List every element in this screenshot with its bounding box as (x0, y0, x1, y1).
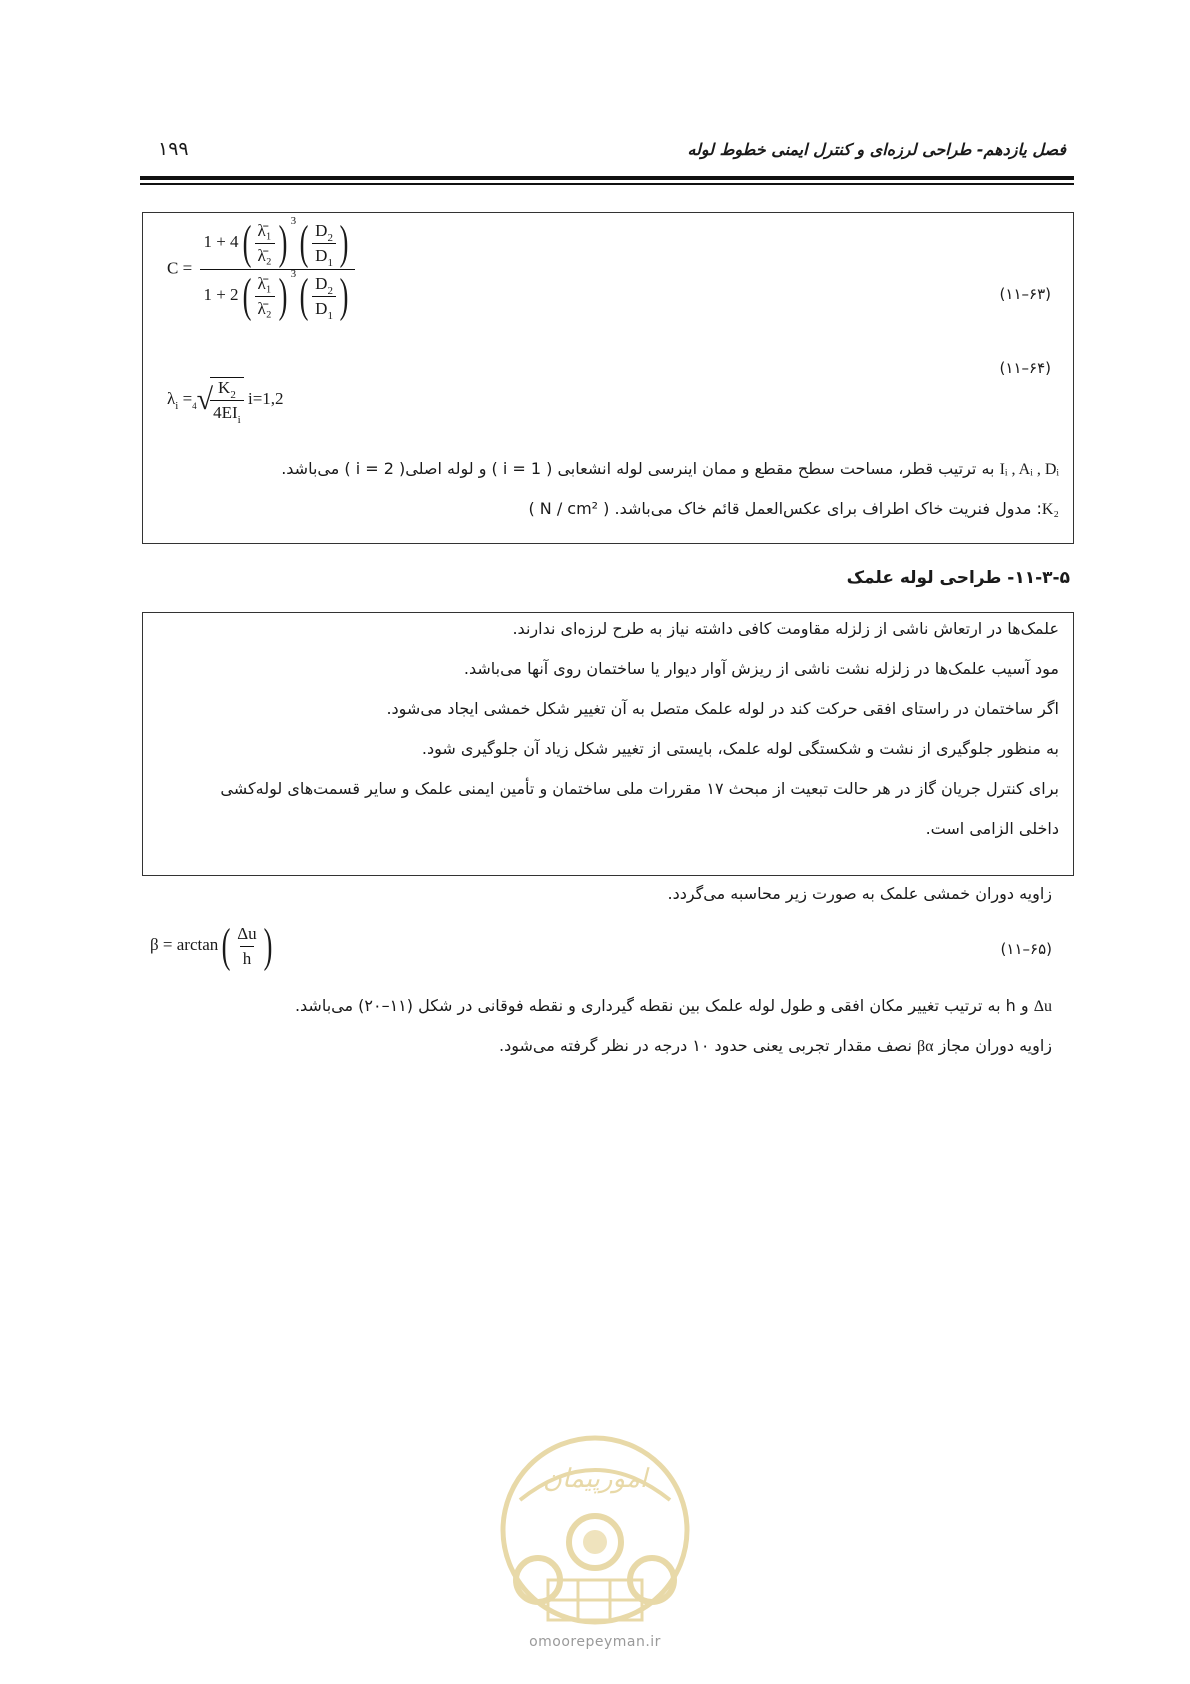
eq63-D1: D (315, 245, 328, 265)
eq63-den-lambda1: λ̄₁ (257, 273, 272, 293)
eq64-den-sub: i (237, 414, 241, 426)
header-rule-thick (140, 176, 1074, 180)
eq64-lhs: λ (167, 388, 176, 408)
equation-63 (167, 215, 355, 322)
eq64-equals: = (182, 388, 193, 408)
def1-text: به ترتیب قطر، مساحت سطح مقطع و ممان اینرسی لوله انشعابی ( i = 1 ) و لوله اصلی( i = 2 ) می‌باشد. (281, 459, 995, 478)
body-after2-pre: زاویه دوران مجاز (938, 1036, 1052, 1055)
def1-vars: Iᵢ , Aᵢ , Dᵢ (999, 461, 1059, 478)
eq65-den: h (240, 946, 255, 969)
eq63-D1-sub: 1 (327, 256, 333, 269)
definition-line-2 (528, 499, 1059, 519)
eq64-root-index: 4 (192, 400, 197, 411)
watermark-logo (490, 1430, 700, 1660)
equation-number-63: (۶۳–۱۱) (999, 285, 1051, 303)
eq63-denominator: 1 + 2( $\frac{\text{λ̄₁}}{\text{λ̄₂}}$ ) $^3$( $\frac{D_2}{D_1}$ ) (200, 269, 354, 320)
eq63-power: 3 (290, 215, 297, 227)
eq63-D2-sub: 2 (327, 231, 333, 244)
eq65-num: Δu (237, 923, 257, 943)
eq64-den: 4EI (213, 403, 238, 422)
eq63-den-coef: 1 + 2 (203, 284, 239, 304)
notes-box (142, 612, 1074, 876)
intro-paragraph: زاویه دوران خمشی علمک به صورت زیر محاسبه می‌گردد. (667, 884, 1052, 903)
note-line: به منظور جلوگیری از نشت و شکستگی لوله علمک، بایستی از تغییر شکل زیاد آن جلوگیری شود. (421, 739, 1059, 758)
eq63-num-coef: 1 + 4 (203, 231, 239, 251)
note-line: اگر ساختمان در راستای افقی حرکت کند در لوله علمک متصل به آن تغییر شکل خمشی ایجاد می‌شود. (386, 699, 1059, 718)
note-line: مود آسیب علمک‌ها در زلزله نشت ناشی از ریزش آوار دیوار یا ساختمان روی آنها می‌باشد. (463, 659, 1059, 678)
watermark-site: omoorepeyman.ir (529, 1634, 661, 1650)
body-line-after-eq65 (295, 996, 1052, 1016)
def2-var: K₂ (1041, 501, 1059, 518)
def2-text: : مدول فنریت خاک اطراف برای عکس‌العمل قائم خاک می‌باشد. ( N / cm² ) (528, 499, 1042, 518)
eq63-D2: D (315, 220, 328, 240)
eq63-den-power: 3 (290, 268, 297, 280)
logo-emblem-icon (490, 1430, 700, 1630)
note-line: داخلی الزامی است. (925, 819, 1059, 838)
equation-65: β = arctan( $\frac{\Delta u}{h}$ ) (150, 919, 273, 972)
eq63-den-lambda2: λ̄₂ (255, 296, 275, 319)
radical-sign: √ (196, 383, 214, 416)
equation-number-64: (۶۴–۱۱) (999, 359, 1051, 377)
eq64-num: K (218, 378, 231, 397)
page-number: ۱۹۹ (158, 138, 189, 160)
body-line-allowable-angle (499, 1036, 1052, 1056)
note-line: علمک‌ها در ارتعاش ناشی از زلزله مقاومت کافی داشته نیاز به طرح لرزه‌ای ندارند. (512, 619, 1059, 638)
logo-text: امورپیمان (542, 1464, 648, 1494)
eq63-numerator: 1 + 4( $\frac{\text{λ̄₁}}{\text{λ̄₂}}$ ) $^3$( $\frac{D_2}{D_1}$ ) (203, 215, 349, 269)
var-beta-alpha: βα (917, 1038, 934, 1055)
eq63-lambda2: λ̄₂ (255, 243, 275, 266)
eq64-lhs-sub: i (175, 399, 179, 412)
eq64-tail: i=1,2 (247, 388, 284, 408)
eq63-den-D1: D (315, 298, 328, 318)
eq63-den-D2: D (315, 273, 328, 293)
var-delta-u: Δu (1033, 998, 1052, 1015)
eq64-num-sub: 2 (230, 389, 236, 401)
header-rule-thin (140, 183, 1074, 185)
body-after2-post: نصف مقدار تجربی یعنی حدود ۱۰ درجه در نظر گرفته می‌شود. (498, 1036, 912, 1055)
formula-box (142, 212, 1074, 544)
running-header: فصل یازدهم- طراحی لرزه‌ای و کنترل ایمنی خطوط لوله (687, 140, 1066, 159)
body-after1-text: و h به ترتیب تغییر مکان افقی و طول لوله علمک بین نقطه گیرداری و نقطه فوقانی در شکل (۱۱–۲۰) می‌باشد. (294, 996, 1029, 1015)
section-heading: ۱۱-۳-۵- طراحی لوله علمک (846, 568, 1070, 588)
equation-64 (167, 377, 284, 426)
eq63-den-D1-sub: 1 (327, 309, 333, 322)
eq63-lambda1: λ̄₁ (257, 220, 272, 240)
eq63-den-D2-sub: 2 (327, 284, 333, 297)
definition-line-1 (281, 459, 1059, 479)
eq65-lhs: β = arctan (150, 934, 219, 954)
equation-number-65: (۶۵–۱۱) (1000, 940, 1052, 958)
note-line: برای کنترل جریان گاز در هر حالت تبعیت از مبحث ۱۷ مقررات ملی ساختمان و تأمین ایمنی علمک و سایر قسمت‌های لوله‌کشی (220, 779, 1059, 798)
eq63-lhs: C = (167, 258, 193, 278)
